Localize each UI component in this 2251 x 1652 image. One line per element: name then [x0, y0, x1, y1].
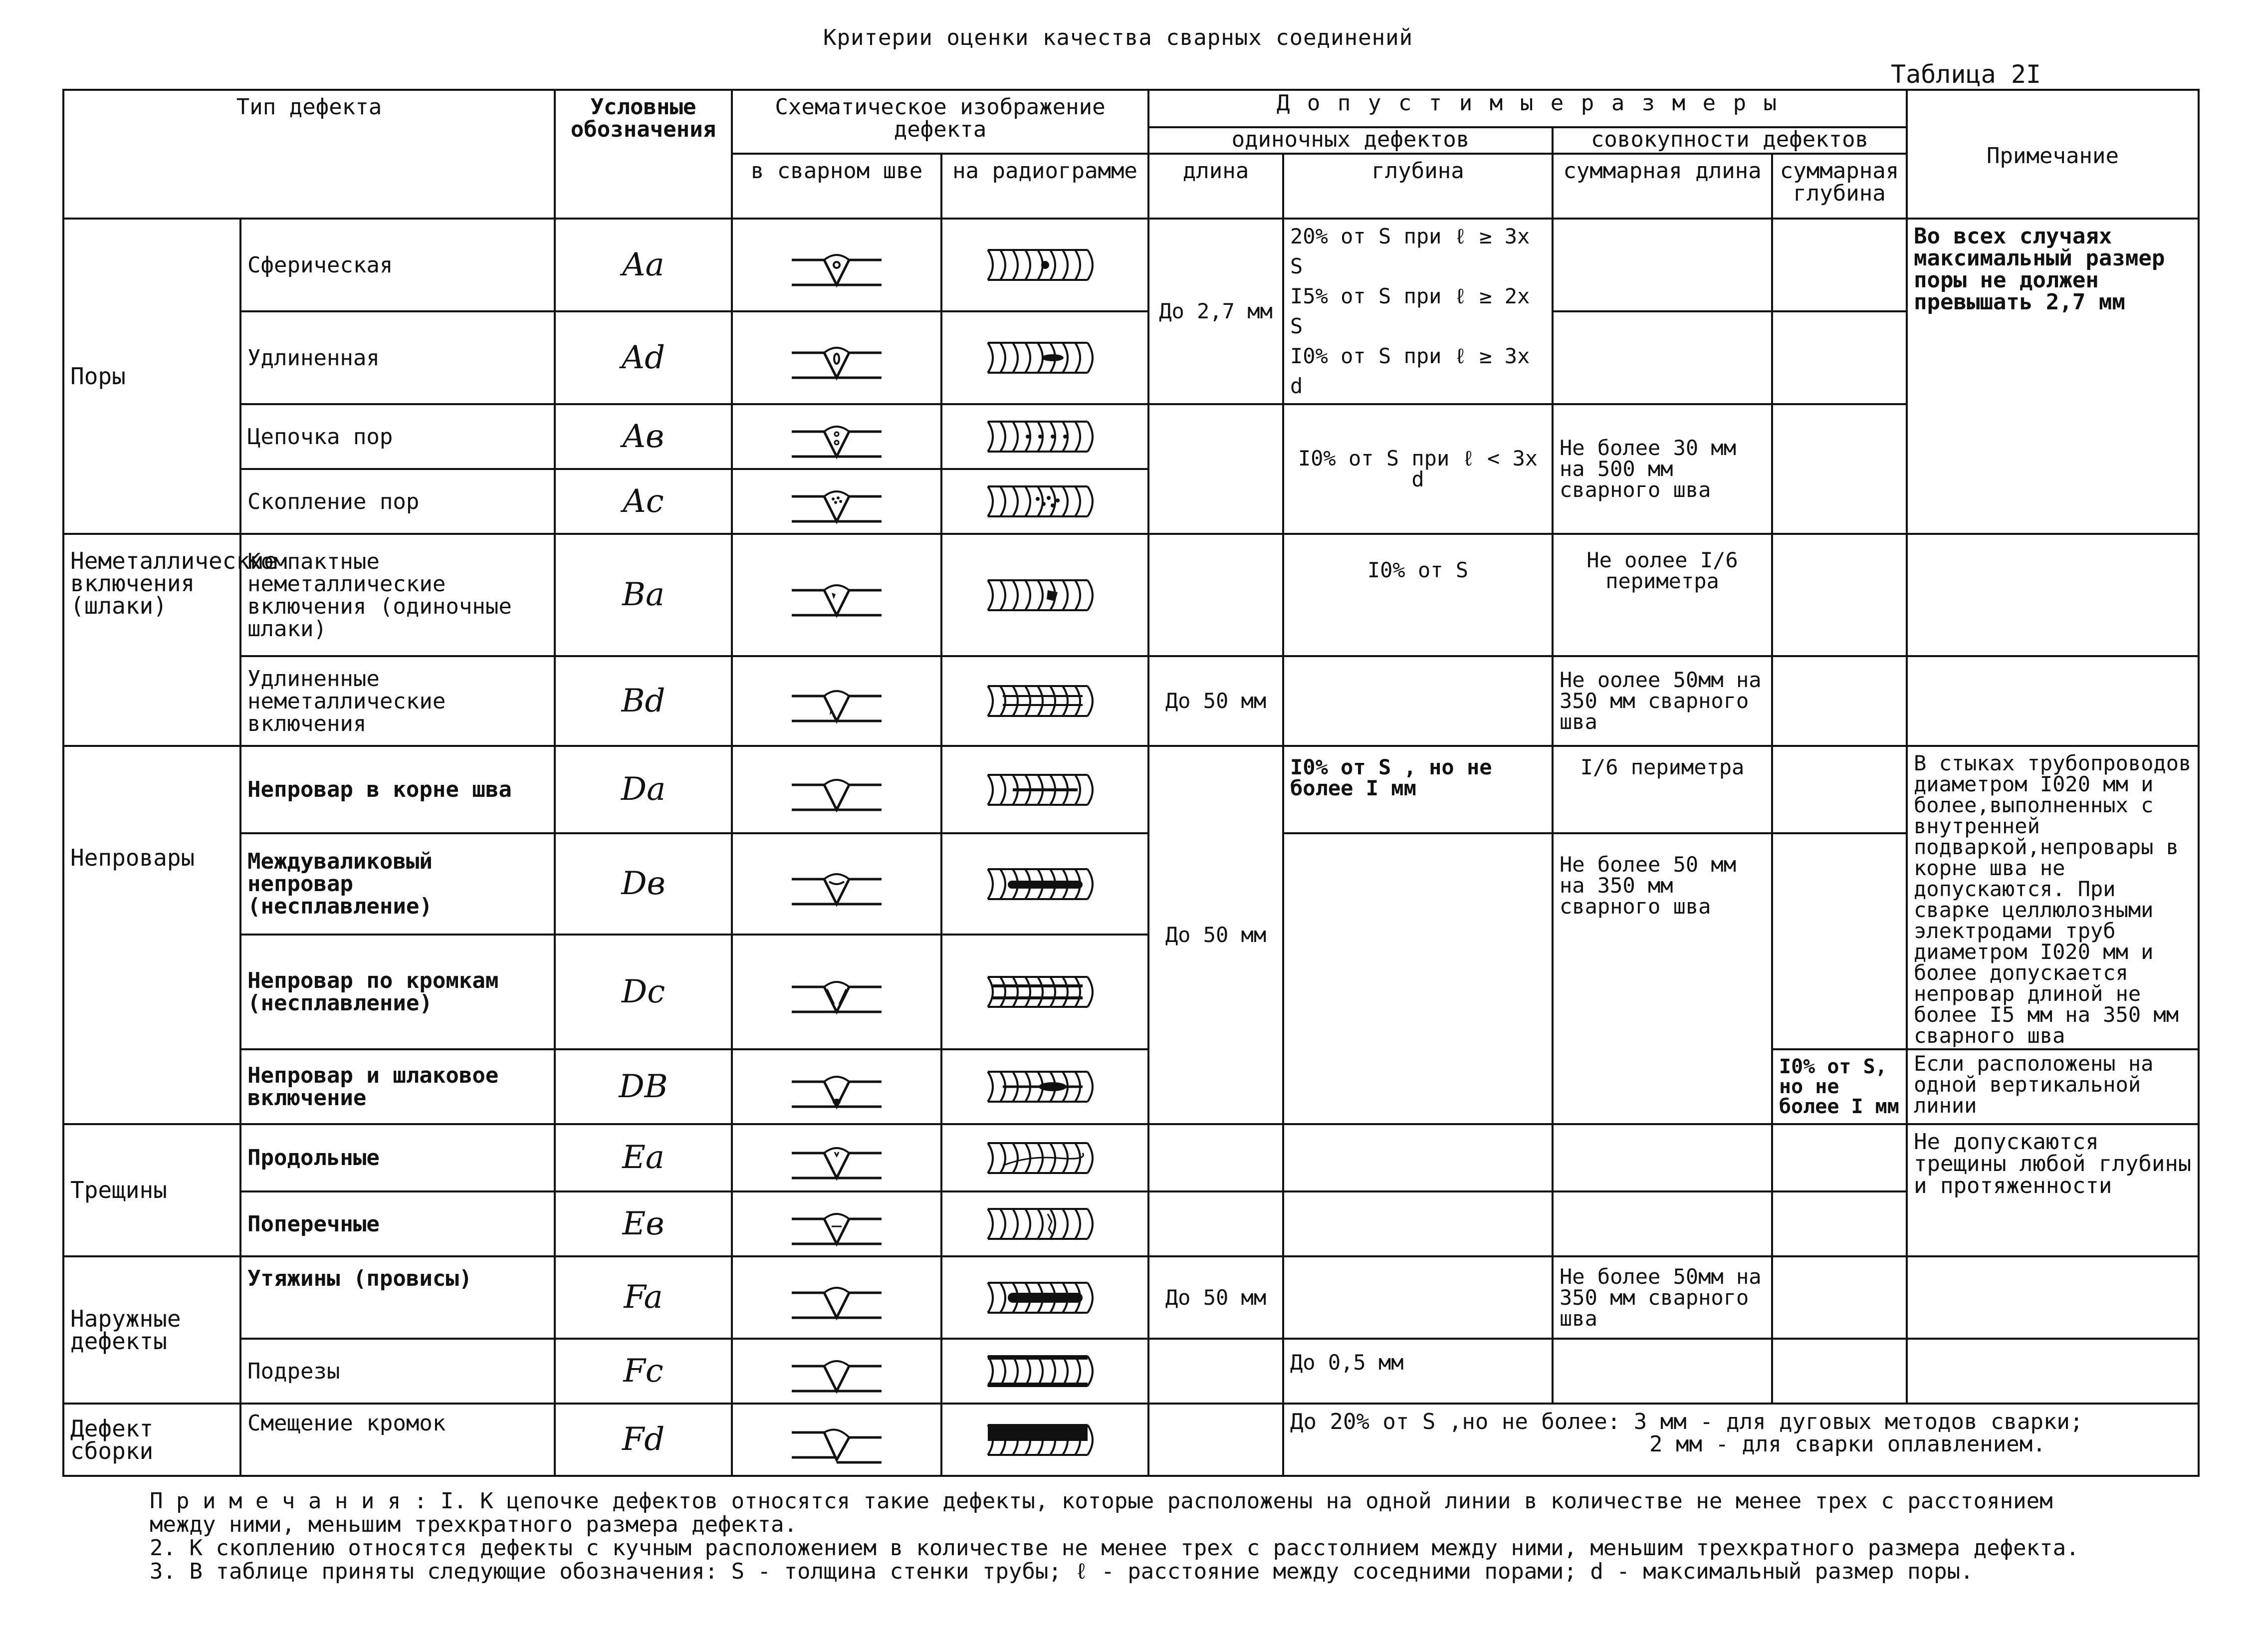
value-pores-depth [1283, 219, 1553, 404]
table-row [63, 311, 2199, 404]
header-in-weld: в сварном шве [732, 154, 941, 219]
value-d-length: До 50 мм [1148, 746, 1283, 1124]
weld-diagram [732, 833, 941, 935]
header-total-depth: суммарная глубина [1772, 154, 1907, 219]
table-row [63, 833, 2199, 935]
empty-cell [1772, 534, 1907, 656]
defect-symbol: Aв [555, 404, 732, 469]
radiogram-diagram [941, 469, 1148, 534]
empty-cell [1283, 1124, 1553, 1191]
radiogram-diagram [941, 1404, 1148, 1476]
radiogram-diagram [941, 1191, 1148, 1256]
weld-diagram [732, 1339, 941, 1404]
table-row [63, 1191, 2199, 1256]
header-on-radiogram: на радиограмме [941, 154, 1148, 219]
empty-cell [1907, 656, 2199, 746]
value-da-sum: I/6 периметра [1553, 746, 1772, 833]
defect-name: Поперечные [240, 1191, 555, 1256]
weld-diagram [732, 469, 941, 534]
category-external: Наружные дефекты [63, 1256, 240, 1404]
value-fd-line1: До 20% от S ,но не более: 3 мм - для дуговых методов сварки; [1290, 1409, 2083, 1434]
table-row [63, 746, 2199, 833]
defect-symbol: Dc [555, 935, 732, 1049]
weld-diagram [732, 404, 941, 469]
defect-symbol: DB [555, 1049, 732, 1124]
defect-symbol: Ad [555, 311, 732, 404]
header-length: длина [1148, 154, 1283, 219]
empty-cell [1772, 1339, 1907, 1404]
defect-name: Утяжины (провисы) [240, 1256, 555, 1339]
table-row [63, 1124, 2199, 1191]
weld-diagram [732, 746, 941, 833]
quality-criteria-table [62, 89, 2200, 1477]
value-fd [1283, 1404, 2199, 1476]
empty-cell [1907, 1256, 2199, 1339]
empty-cell [1907, 534, 2199, 656]
defect-name: Непровар и шлаковое включение [240, 1049, 555, 1124]
empty-cell [1553, 219, 1772, 311]
weld-diagram [732, 1191, 941, 1256]
db-remark: Если расположены на одной вертикальной линии [1907, 1049, 2199, 1124]
category-cracks: Трещины [63, 1124, 240, 1256]
weld-diagram [732, 219, 941, 311]
header-total-length: суммарная длина [1553, 154, 1772, 219]
defect-symbol: Ac [555, 469, 732, 534]
value-ba-sum: Не оолее I/6 периметра [1553, 534, 1772, 656]
weld-diagram [732, 534, 941, 656]
table-row [63, 1339, 2199, 1404]
radiogram-diagram [941, 746, 1148, 833]
value-depth-ad1: I5% от S при ℓ ≥ 2х S [1290, 284, 1530, 338]
table-number: Таблица 2I [1891, 60, 2041, 89]
lack-remark: В стыках трубопроводов диаметром I020 мм и более,выполненных с внутренней подваркой,непровары в корне шва не допускаются. При сварке целлюлозными электродами труб диаметром I020 мм и более допускается непровар длиной не более I5 мм на 350 мм сварного шва [1907, 746, 2199, 1049]
empty-cell [1772, 1256, 1907, 1339]
defect-symbol: Eв [555, 1191, 732, 1256]
table-row [63, 656, 2199, 746]
note-1: П р и м е ч а н и я : I. К цепочке дефектов относятся такие дефекты, которые расположены на одной линии в количестве не менее трех с расстоянием между ними, меньшим трехкратного размера дефекта. [150, 1488, 2053, 1537]
empty-cell [1772, 1124, 1907, 1191]
weld-diagram [732, 1124, 941, 1191]
value-da-depth: I0% от S , но не более I мм [1283, 746, 1553, 833]
notes-section [150, 1489, 2095, 1583]
empty-cell [1148, 404, 1283, 534]
header-symbols: Условные обозначения [555, 90, 732, 219]
category-assembly: Дефект сборки [63, 1404, 240, 1476]
pores-remark: Во всех случаях максимальный размер поры не должен превышать 2,7 мм [1907, 219, 2199, 534]
radiogram-diagram [941, 935, 1148, 1049]
empty-cell [1148, 1339, 1283, 1404]
defect-name: Скопление пор [240, 469, 555, 534]
value-depth-chain: I0% от S при ℓ < 3х d [1283, 404, 1553, 534]
empty-cell [1772, 833, 1907, 1049]
value-ba-depth: I0% от S [1283, 534, 1553, 656]
value-pores-length: До 2,7 мм [1148, 219, 1283, 404]
category-slag: Неметаллические включения (шлаки) [63, 534, 240, 746]
table-row [63, 534, 2199, 656]
defect-name: Компактные неметаллические включения (одиночные шлаки) [240, 534, 555, 656]
weld-diagram [732, 1256, 941, 1339]
table-row [63, 1049, 2199, 1124]
radiogram-diagram [941, 833, 1148, 935]
defect-name: Цепочка пор [240, 404, 555, 469]
header-depth: глубина [1283, 154, 1553, 219]
weld-diagram [732, 656, 941, 746]
value-depth-aa: 20% от S при ℓ ≥ 3х S [1290, 224, 1530, 278]
header-defect-type: Тип дефекта [63, 90, 555, 219]
weld-diagram [732, 1404, 941, 1476]
empty-cell [1772, 311, 1907, 404]
defect-symbol: Fa [555, 1256, 732, 1339]
header-remark: Примечание [1907, 90, 2199, 219]
empty-cell [1553, 1124, 1772, 1191]
defect-symbol: Aa [555, 219, 732, 311]
empty-cell [1148, 1191, 1283, 1256]
note-2: 2. К скоплению относятся дефекты с кучным расположением в количестве не менее трех с расстолнием между ними, меньшим трехкратного размера дефекта. [150, 1535, 2079, 1561]
empty-cell [1148, 534, 1283, 656]
category-lack-of-fusion: Непровары [63, 746, 240, 1124]
weld-diagram [732, 311, 941, 404]
empty-cell [1553, 311, 1772, 404]
note-3: 3. В таблице приняты следующие обозначения: S - толщина стенки трубы; ℓ - расстояние между соседними порами; d - максимальный размер поры. [150, 1559, 1974, 1584]
defect-name: Удлиненная [240, 311, 555, 404]
defect-symbol: Fd [555, 1404, 732, 1476]
radiogram-diagram [941, 1049, 1148, 1124]
defect-symbol: Ba [555, 534, 732, 656]
defect-name: Сферическая [240, 219, 555, 311]
value-bd-length: До 50 мм [1148, 656, 1283, 746]
header-single-defects: одиночных дефектов [1148, 127, 1553, 154]
value-fc-depth: До 0,5 мм [1283, 1339, 1553, 1404]
empty-cell [1553, 1339, 1772, 1404]
defect-symbol: Bd [555, 656, 732, 746]
table-row [63, 1256, 2199, 1339]
value-bd-sum: Не оолее 50мм на 350 мм сварного шва [1553, 656, 1772, 746]
table-row [63, 404, 2199, 469]
radiogram-diagram [941, 1339, 1148, 1404]
empty-cell [1148, 1404, 1283, 1476]
value-sum-pores: Не более 30 мм на 500 мм сварного шва [1553, 404, 1772, 534]
value-depth-ad2: I0% от S при ℓ ≥ 3х d [1290, 344, 1530, 398]
empty-cell [1772, 1191, 1907, 1256]
table-row [63, 1404, 2199, 1476]
radiogram-diagram [941, 534, 1148, 656]
value-fd-line2: 2 мм - для сварки оплавлением. [1649, 1431, 2046, 1457]
defect-name: Продольные [240, 1124, 555, 1191]
defect-name: Непровар в корне шва [240, 746, 555, 833]
header-allowed-sizes: Д о п у с т и м ы е р а з м е р ы [1148, 90, 1907, 127]
empty-cell [1772, 404, 1907, 534]
empty-cell [1283, 833, 1553, 1124]
empty-cell [1553, 1191, 1772, 1256]
weld-diagram [732, 935, 941, 1049]
empty-cell [1283, 656, 1553, 746]
radiogram-diagram [941, 656, 1148, 746]
radiogram-diagram [941, 1256, 1148, 1339]
header-aggregate-defects: совокупности дефектов [1553, 127, 1907, 154]
empty-cell [1283, 1256, 1553, 1339]
header-schematic: Схематическое изображение дефекта [732, 90, 1148, 154]
category-pores: Поры [63, 219, 240, 534]
radiogram-diagram [941, 404, 1148, 469]
defect-name: Удлиненные неметаллические включения [240, 656, 555, 746]
defect-symbol: Ea [555, 1124, 732, 1191]
radiogram-diagram [941, 311, 1148, 404]
empty-cell [1283, 1191, 1553, 1256]
defect-symbol: Da [555, 746, 732, 833]
defect-symbol: Dв [555, 833, 732, 935]
page-title: Критерии оценки качества сварных соединений [823, 25, 1413, 50]
empty-cell [1772, 656, 1907, 746]
value-fa-length: До 50 мм [1148, 1256, 1283, 1339]
value-fa-sum: Не более 50мм на 350 мм сварного шва [1553, 1256, 1772, 1339]
cracks-remark: Не допускаются трещины любой глубины и протяженности [1907, 1124, 2199, 1256]
value-d-sum: Не более 50 мм на 350 мм сварного шва [1553, 833, 1772, 1124]
radiogram-diagram [941, 219, 1148, 311]
empty-cell [1148, 1124, 1283, 1191]
radiogram-diagram [941, 1124, 1148, 1191]
value-db-depth: I0% от S, но не более I мм [1772, 1049, 1907, 1124]
defect-name: Непровар по кромкам (несплавление) [240, 935, 555, 1049]
empty-cell [1907, 1339, 2199, 1404]
empty-cell [1772, 219, 1907, 311]
weld-diagram [732, 1049, 941, 1124]
empty-cell [1772, 746, 1907, 833]
defect-symbol: Fc [555, 1339, 732, 1404]
table-row [63, 219, 2199, 311]
defect-name: Смещение кромок [240, 1404, 555, 1476]
defect-name: Подрезы [240, 1339, 555, 1404]
defect-name: Междуваликовый непровар (несплавление) [240, 833, 555, 935]
